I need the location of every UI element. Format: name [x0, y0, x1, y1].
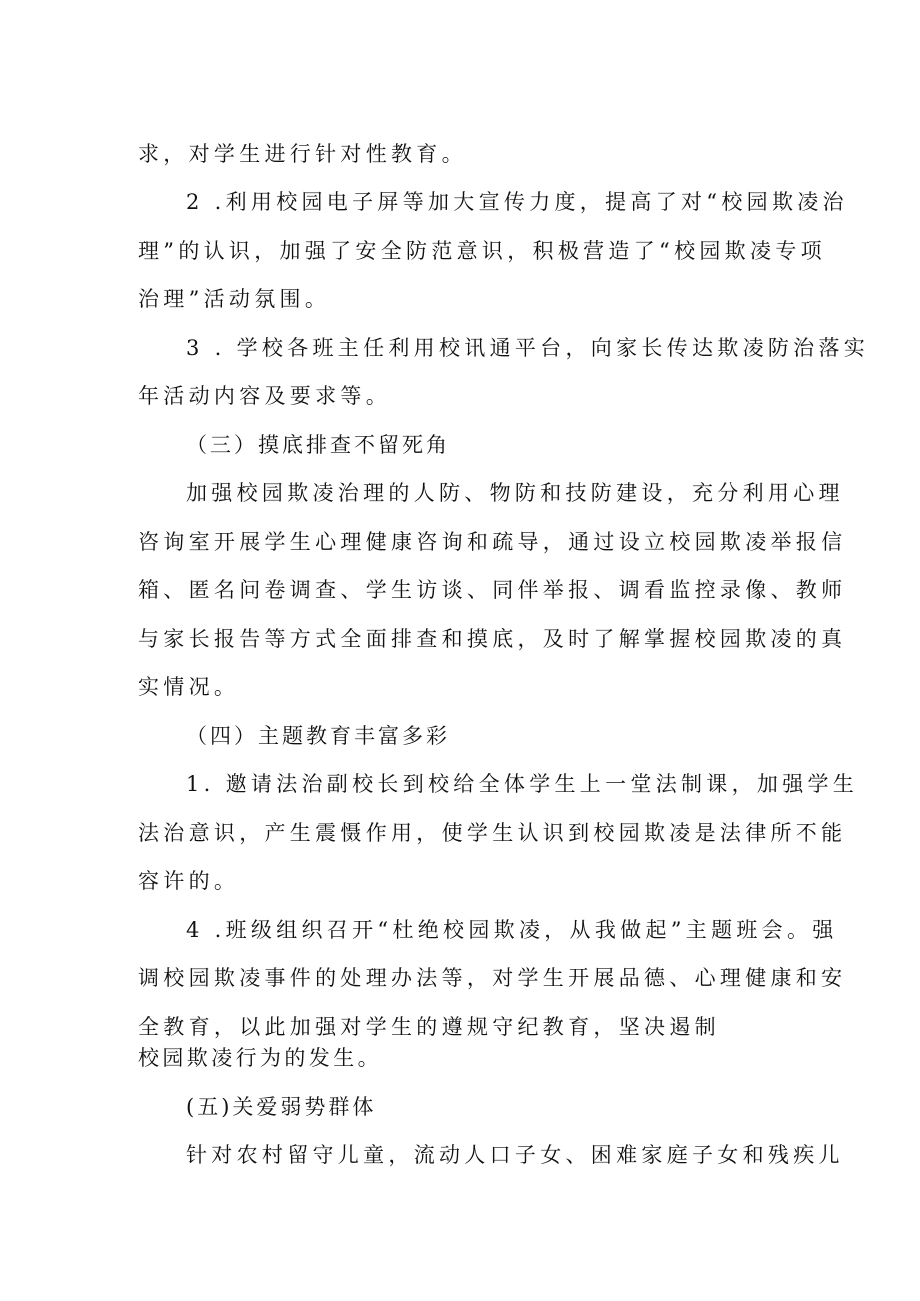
paragraph-line: 2 .利用校园电子屏等加大宣传力度，提高了对“校园欺凌治	[186, 190, 848, 214]
section-heading: （三）摸底排查不留死角	[186, 433, 450, 457]
paragraph-line: 加强校园欺凌治理的人防、物防和技防建设，充分利用心理	[186, 481, 844, 505]
paragraph-line: 4 .班级组织召开“杜绝校园欺凌，从我做起”主题班会。强	[186, 918, 838, 942]
paragraph-line: 咨询室开展学生心理健康咨询和疏导，通过设立校园欺凌举报信	[138, 530, 847, 554]
paragraph-line: 治理”活动氛围。	[138, 287, 331, 311]
paragraph-line: 与家长报告等方式全面排查和摸底，及时了解掌握校园欺凌的真	[138, 627, 847, 651]
paragraph-line: 求，对学生进行针对性教育。	[138, 142, 467, 166]
paragraph-line: 3 . 学校各班主任利用校讯通平台，向家长传达欺凌防治落实	[186, 336, 870, 360]
paragraph-line: 调校园欺凌事件的处理办法等，对学生开展品德、心理健康和安	[138, 966, 847, 990]
section-heading: (五)关爱弱势群体	[186, 1095, 377, 1119]
paragraph-line: 校园欺凌行为的发生。	[138, 1046, 382, 1070]
paragraph-line: 全教育，以此加强对学生的遵规守纪教育，坚决遏制	[138, 1015, 720, 1039]
paragraph-line: 理”的认识，加强了安全防范意识，积极营造了“校园欺凌专项	[138, 239, 826, 263]
paragraph-line: 容许的。	[138, 869, 240, 893]
section-heading: （四）主题教育丰富多彩	[186, 724, 450, 748]
paragraph-line: 年活动内容及要求等。	[138, 384, 391, 408]
paragraph-line: 法治意识，产生震慑作用，使学生认识到校园欺凌是法律所不能	[138, 821, 847, 845]
paragraph-line: 针对农村留守儿童，流动人口子女、困难家庭子女和残疾儿	[186, 1143, 844, 1167]
paragraph-line: 1. 邀请法治副校长到校给全体学生上一堂法制课，加强学生	[186, 772, 859, 796]
paragraph-line: 实情况。	[138, 675, 240, 699]
paragraph-line: 箱、匿名问卷调查、学生访谈、同伴举报、调看监控录像、教师	[138, 578, 847, 602]
